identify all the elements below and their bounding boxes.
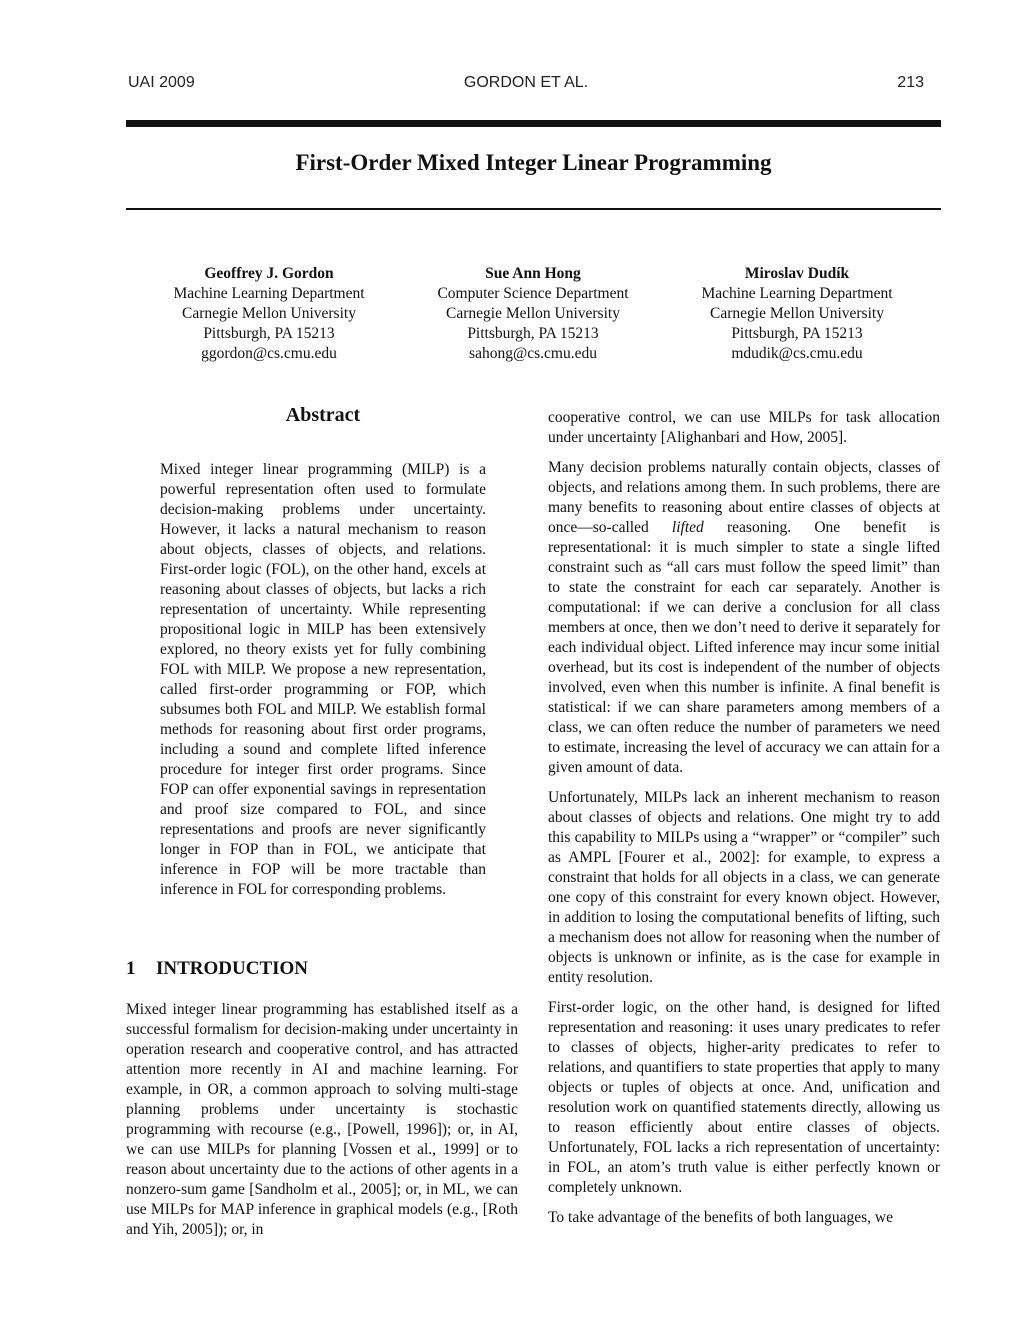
author-card xyxy=(134,264,404,364)
author-email: mdudik@cs.cmu.edu xyxy=(731,345,863,362)
right-column xyxy=(548,408,940,1238)
title-top-rule xyxy=(126,120,941,127)
abstract-heading: Abstract xyxy=(285,404,361,426)
author-email: sahong@cs.cmu.edu xyxy=(469,345,597,362)
author-email: ggordon@cs.cmu.edu xyxy=(201,345,337,362)
section-title-text: INTRODUCTION xyxy=(156,958,309,979)
intro-paragraph-4: First-order logic, on the other hand, is designed for lifted representation and reasoning: it uses unary predicates to refer to classes of objects, higher-arity predicates to refer to relations, and quantifiers to state properties that apply to many objects or tuples of objects at once. And, unification and resolution work on quantified statements directly, allowing us to reason efficiently about entire classes of objects. Unfortunately, FOL lacks a rich representation of uncertainty: in FOL, an atom’s truth value is either perfectly known or completely unknown. xyxy=(548,999,940,1196)
section-heading xyxy=(126,958,518,980)
intro-paragraph-3: Unfortunately, MILPs lack an inherent mechanism to reason about classes of objects and relations. One might try to add this capability to MILPs using a “wrapper” or “compiler” such as AMPL [Fourer et al., 2002]: for example, to express a constraint that holds for all objects in a class, we can generate one copy of this constraint for every known object. However, in addition to losing the computational benefits of lifting, such a mechanism does not allow for reasoning when the number of objects is unknown or infinite, as is the case for example in entity resolution. xyxy=(548,789,940,986)
p2-text-start: Many decision problems naturally contain objects, classes of objects, and relations among them. In such problems, there are many benefits to reasoning about entire classes of objects at once—so-called xyxy=(548,459,940,536)
author-location: Pittsburgh, PA 15213 xyxy=(203,325,335,342)
author-university: Carnegie Mellon University xyxy=(446,305,620,322)
intro-paragraph-5: To take advantage of the benefits of both languages, we xyxy=(548,1209,893,1226)
abstract-text: Mixed integer linear programming (MILP) is a powerful representation often used to formulate decision-making problems under uncertainty. However, it lacks a natural mechanism to reason about objects, classes of objects, and relations. First-order logic (FOL), on the other hand, excels at reasoning about classes of objects, but lacks a rich representation of uncertainty. While representing propositional logic in MILP has been extensively explored, no theory exists yet for fully combining FOL with MILP. We propose a new representation, called first-order programming or FOP, which subsumes both FOL and MILP. We establish formal methods for reasoning about first order programs, including a sound and complete lifted inference procedure for integer first order programs. Since FOP can offer exponential savings in representation and proof size compared to FOL, and since representations and proofs are never significantly longer in FOP than in FOL, we anticipate that inference in FOP will be more tractable than inference in FOL for corresponding problems. xyxy=(160,461,486,898)
intro-paragraph-1: Mixed integer linear programming has established itself as a successful formalism for decision-making under uncertainty in operation research and cooperative control, and has attracted attention more recently in AI and machine learning. For example, in OR, a common approach to solving multi-stage planning problems under uncertainty is stochastic programming with recourse (e.g., [Powell, 1996]); or, in AI, we can use MILPs for planning [Vossen et al., 1999] or to reason about uncertainty due to the actions of other agents in a nonzero-sum game [Sandholm et al., 2005]; or, in ML, we can use MILPs for MAP inference in graphical models (e.g., [Roth and Yih, 2005]); or, in xyxy=(126,1001,518,1238)
author-location: Pittsburgh, PA 15213 xyxy=(731,325,863,342)
author-department: Machine Learning Department xyxy=(701,285,893,302)
paper-title: First-Order Mixed Integer Linear Programming xyxy=(295,150,772,175)
author-name: Geoffrey J. Gordon xyxy=(204,265,334,282)
author-name: Sue Ann Hong xyxy=(485,265,581,282)
p2-text-end: reasoning. One benefit is representational: it is much simpler to state a single lifted constraint such as “all cars must follow the speed limit” than to state the constraint for each car separately. Another is computational: if we can derive a conclusion for all class members at once, then we don’t need to derive it separately for each individual object. Lifted inference may incur some initial overhead, but its cost is independent of the number of objects involved, even when this number is infinite. A final benefit is statistical: if we can share parameters among members of a class, we can often reduce the number of parameters we need to estimate, increasing the level of accuracy we can attain for a given amount of data. xyxy=(548,519,940,776)
title-bottom-rule xyxy=(126,208,941,210)
author-block xyxy=(126,264,941,374)
author-department: Machine Learning Department xyxy=(173,285,365,302)
author-department: Computer Science Department xyxy=(437,285,629,302)
author-card xyxy=(662,264,932,364)
running-header xyxy=(128,74,924,96)
author-location: Pittsburgh, PA 15213 xyxy=(467,325,599,342)
author-university: Carnegie Mellon University xyxy=(710,305,884,322)
section-number: 1 xyxy=(126,958,136,979)
author-card xyxy=(398,264,668,364)
page-number: 213 xyxy=(897,74,924,91)
author-university: Carnegie Mellon University xyxy=(182,305,356,322)
intro-paragraph-continuation: cooperative control, we can use MILPs for task allocation under uncertainty [Alighanbari and How, 2005]. xyxy=(548,409,940,446)
p2-italic-term: lifted xyxy=(671,519,704,536)
author-name: Miroslav Dudík xyxy=(744,265,850,282)
running-authors: GORDON ET AL. xyxy=(463,74,589,91)
conference-label: UAI 2009 xyxy=(128,74,195,91)
intro-paragraph-2 xyxy=(548,458,940,778)
